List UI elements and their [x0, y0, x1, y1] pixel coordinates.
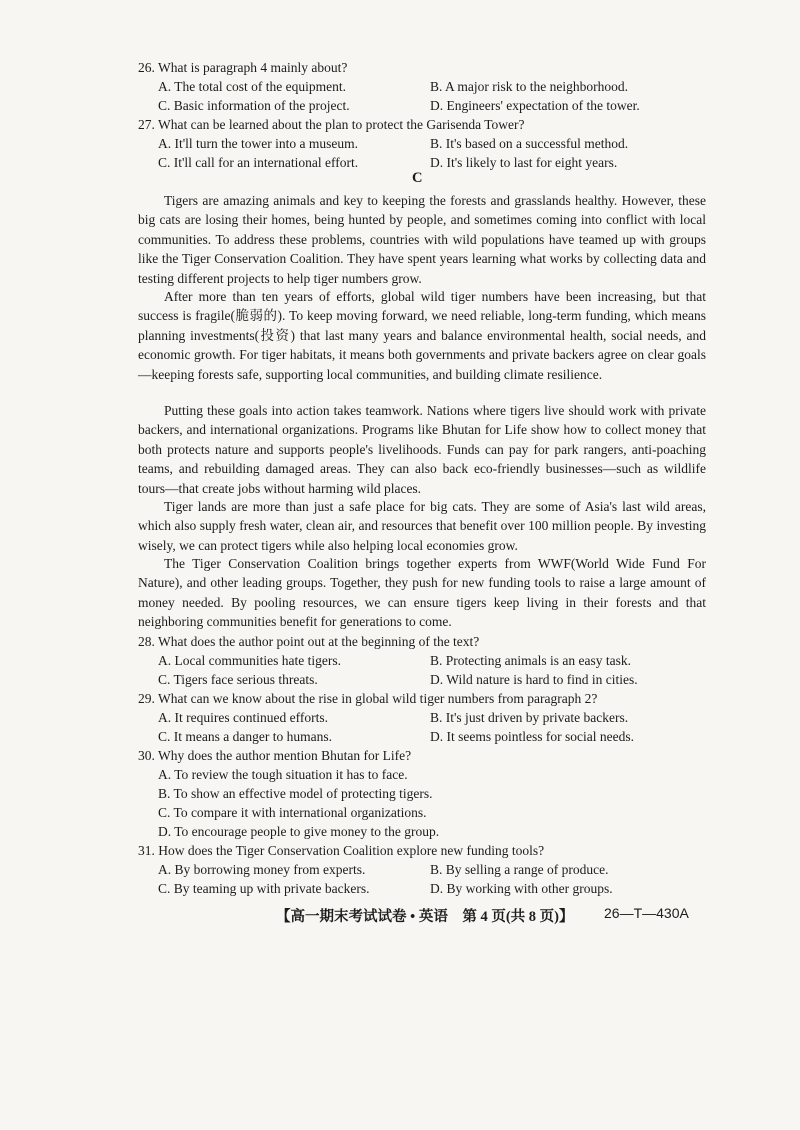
question-29-option-d: D. It seems pointless for social needs.	[430, 729, 634, 744]
question-31-option-b: B. By selling a range of produce.	[430, 862, 609, 877]
question-30-stem: 30. Why does the author mention Bhutan for Life?	[138, 748, 412, 763]
question-29-option-a: A. It requires continued efforts.	[158, 710, 328, 725]
question-29-stem: 29. What can we know about the rise in global wild tiger numbers from paragraph 2?	[138, 691, 598, 706]
question-29-option-b: B. It's just driven by private backers.	[430, 710, 629, 725]
question-29-option-c: C. It means a danger to humans.	[158, 729, 332, 744]
question-28-stem: 28. What does the author point out at the beginning of the text?	[138, 634, 480, 649]
section-heading-c: C	[412, 170, 423, 186]
question-26-option-a: A. The total cost of the equipment.	[158, 79, 346, 94]
question-31-option-c: C. By teaming up with private backers.	[158, 881, 370, 896]
question-26-option-d: D. Engineers' expectation of the tower.	[430, 98, 640, 113]
question-31-stem: 31. How does the Tiger Conservation Coalition explore new funding tools?	[138, 843, 545, 858]
question-27-option-b: B. It's based on a successful method.	[430, 136, 629, 151]
question-31-option-a: A. By borrowing money from experts.	[158, 862, 366, 877]
question-30-option-a: A. To review the tough situation it has to face.	[158, 767, 408, 782]
question-28-option-c: C. Tigers face serious threats.	[158, 672, 318, 687]
question-31-option-d: D. By working with other groups.	[430, 881, 613, 896]
question-27-stem: 27. What can be learned about the plan to protect the Garisenda Tower?	[138, 117, 525, 132]
question-28-option-a: A. Local communities hate tigers.	[158, 653, 341, 668]
question-28-option-d: D. Wild nature is hard to find in cities.	[430, 672, 638, 687]
question-30-option-c: C. To compare it with international organizations.	[158, 805, 427, 820]
passage-paragraph-3: Putting these goals into action takes teamwork. Nations where tigers live should work with private backers, and international organizations. Programs like Bhutan for Life show how to collect money that both protects nature and supports people's livelihoods. Funds can pay for park rangers, anti-poaching teams, and rebuilding damaged areas. They can also back eco-friendly businesses—such as wildlife tours—that create jobs without harming wild places.	[138, 403, 706, 496]
question-27-option-a: A. It'll turn the tower into a museum.	[158, 136, 359, 151]
passage-paragraph-2: After more than ten years of efforts, global wild tiger numbers have been increasing, but that success is fragile(脆弱的). To keep moving forward, we need reliable, long-term funding, which means planning investments(投资) that last many years and balance environmental health, social needs, and economic growth. For tiger habitats, it means both governments and private backers agree on clear goals—keeping forests safe, supporting local communities, and building climate resilience.	[138, 289, 706, 382]
passage-paragraph-5: The Tiger Conservation Coalition brings together experts from WWF(World Wide Fund For Nature), and other leading groups. Together, they push for new funding tools to raise a large amount of money needed. By pooling resources, we can ensure tigers keep living in their forests and that neighboring communities benefit for generations to come.	[138, 556, 706, 630]
question-28-option-b: B. Protecting animals is an easy task.	[430, 653, 631, 668]
passage-paragraph-4: Tiger lands are more than just a safe place for big cats. They are some of Asia's last wild areas, which also supply fresh water, clean air, and resources that benefit over 100 million people. By investing wisely, we can protect tigers while also helping local economies grow.	[138, 499, 706, 553]
page-footer-title: 【高一期末考试试卷 • 英语 第 4 页(共 8 页)】	[276, 909, 574, 925]
passage-paragraph-1: Tigers are amazing animals and key to keeping the forests and grasslands healthy. However, these big cats are losing their homes, being hunted by people, and sometimes coming into conflict with local communities. To address these problems, countries with wild populations have teamed up with groups like the Tiger Conservation Coalition. They have spent years learning what works by collecting data and testing different projects to help tiger numbers grow.	[138, 193, 706, 286]
question-30-option-d: D. To encourage people to give money to the group.	[158, 824, 440, 839]
question-26-option-c: C. Basic information of the project.	[158, 98, 350, 113]
question-26-stem: 26. What is paragraph 4 mainly about?	[138, 60, 348, 75]
question-27-option-c: C. It'll call for an international effort.	[158, 155, 359, 170]
question-30-option-b: B. To show an effective model of protecting tigers.	[158, 786, 433, 801]
page-footer-code: 26—T—430A	[604, 905, 689, 921]
question-26-option-b: B. A major risk to the neighborhood.	[430, 79, 628, 94]
question-27-option-d: D. It's likely to last for eight years.	[430, 155, 618, 170]
